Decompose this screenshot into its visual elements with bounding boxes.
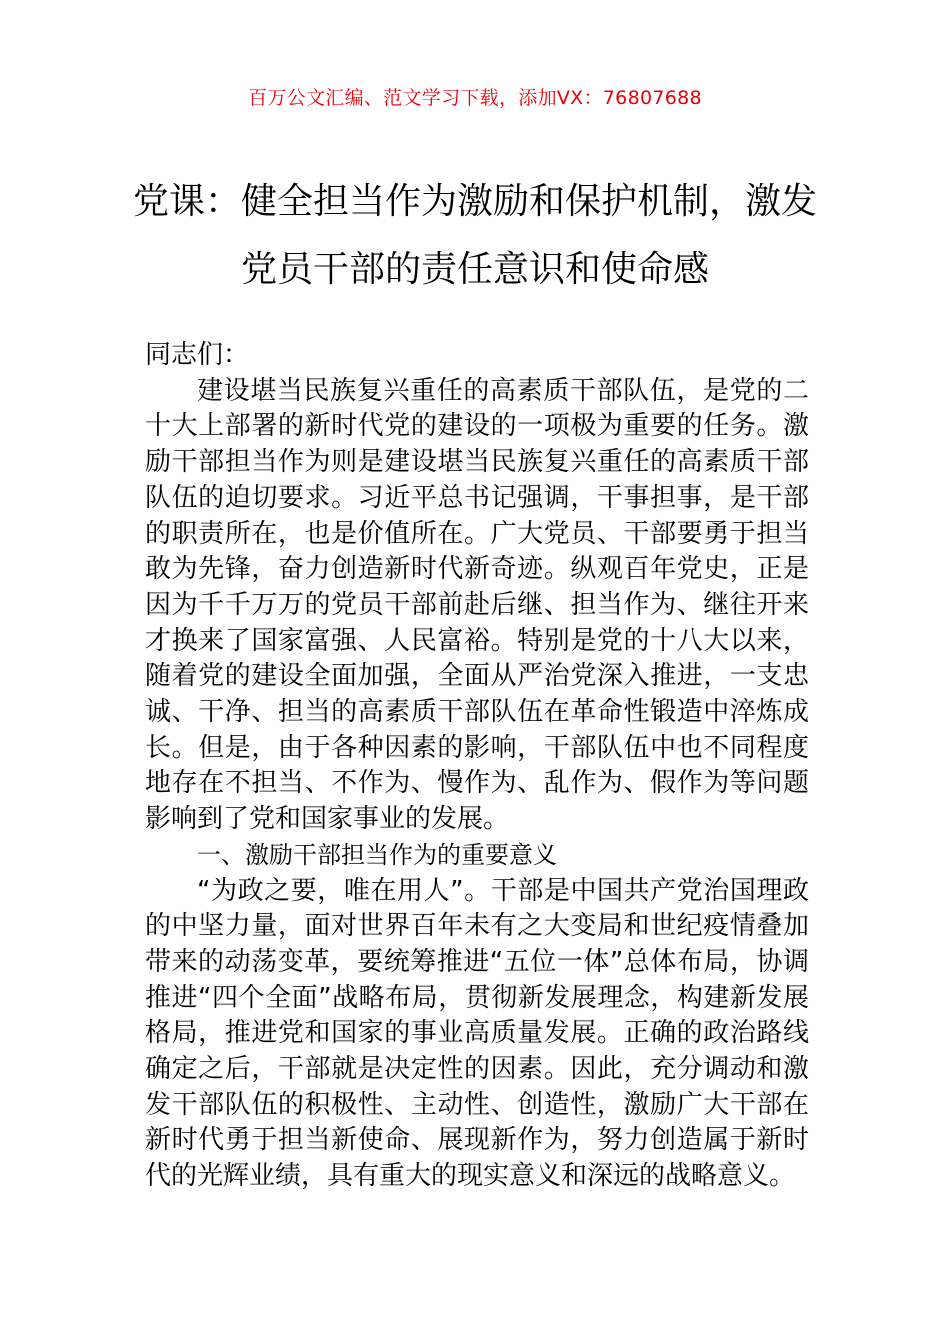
document-title: 党课：健全担当作为激励和保护机制，激发党员干部的责任意识和使命感 xyxy=(132,181,817,290)
document-body xyxy=(145,338,809,1195)
section-1-paragraph: “为政之要，唯在用人”。干部是中国共产党治国理政的中坚力量，面对世界百年未有之大变局和世纪疫情叠加带来的动荡变革，要统筹推进“五位一体”总体布局，协调推进“四个全面”战略布局，贯彻新发展理念，构建新发展格局，推进党和国家的事业高质量发展。正确的政治路线确定之后，干部就是决定性的因素。因此，充分调动和激发干部队伍的积极性、主动性、创造性，激励广大干部在新时代勇于担当新使命、展现新作为，努力创造属于新时代的光辉业绩，具有重大的现实意义和深远的战略意义。 xyxy=(145,875,809,1192)
intro-paragraph: 建设堪当民族复兴重任的高素质干部队伍，是党的二十大上部署的新时代党的建设的一项极为重要的任务。激励干部担当作为则是建设堪当民族复兴重任的高素质干部队伍的迫切要求。习近平总书记强调，干事担事，是干部的职责所在，也是价值所在。广大党员、干部要勇于担当敢为先锋，奋力创造新时代新奇迹。纵观百年党史，正是因为千千万万的党员干部前赴后继、担当作为、继往开来才换来了国家富强、人民富裕。特别是党的十八大以来，随着党的建设全面加强，全面从严治党深入推进，一支忠诚、干净、担当的高素质干部队伍在革命性锻造中淬炼成长。但是，由于各种因素的影响，干部队伍中也不同程度地存在不担当、不作为、慢作为、乱作为、假作为等问题影响到了党和国家事业的发展。 xyxy=(145,375,809,835)
header-promo-note: 百万公文汇编、范文学习下载，添加VX：76807688 xyxy=(248,87,702,109)
salutation: 同志们： xyxy=(145,340,250,370)
section-heading-1: 一、激励干部担当作为的重要意义 xyxy=(197,840,557,869)
